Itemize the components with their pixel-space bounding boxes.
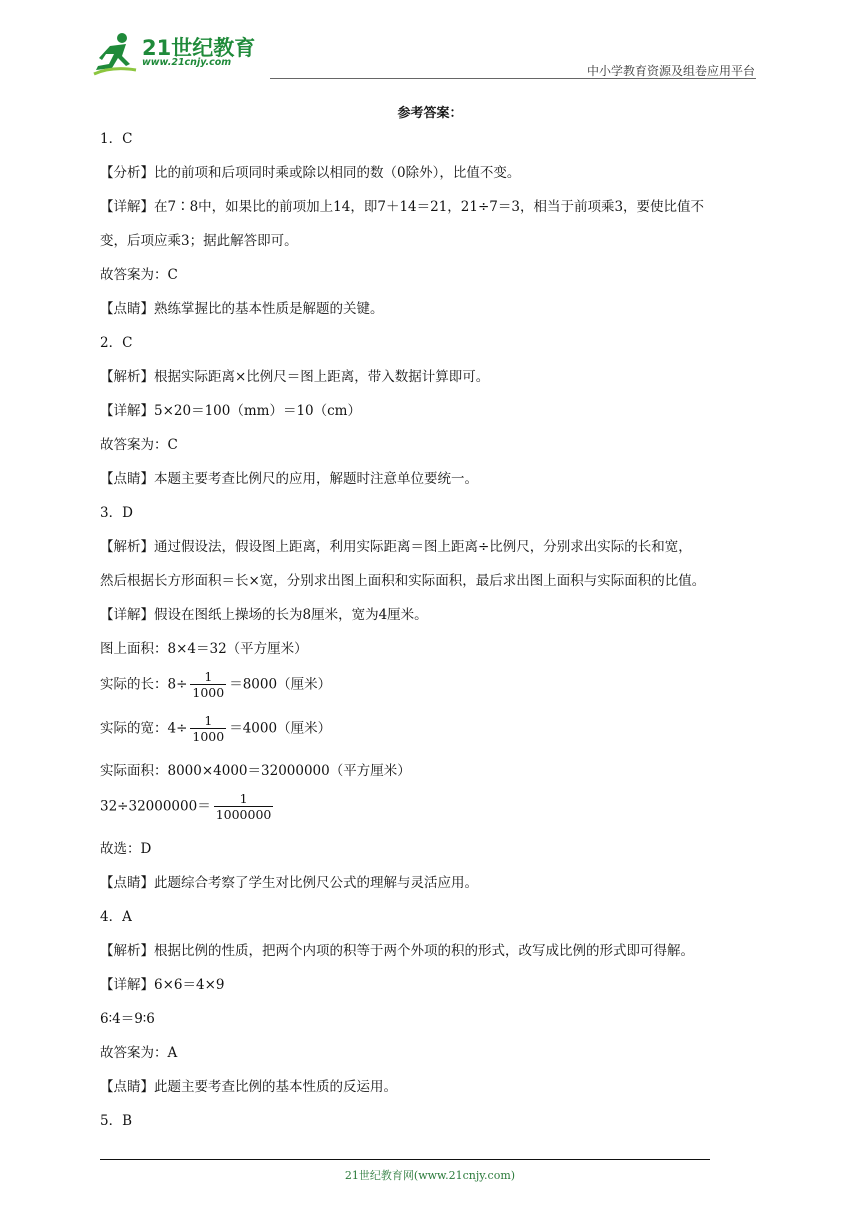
fraction: [190, 670, 226, 700]
answer-3-comment: 【点睛】此题综合考察了学生对比例尺公式的理解与灵活应用。: [100, 875, 478, 891]
actual-length-result: ＝8000（厘米）: [229, 676, 332, 693]
actual-length-label: 实际的长：8÷: [100, 676, 188, 693]
answer-3-analysis: 【解析】通过假设法，假设图上距离，利用实际距离＝图上距离÷比例尺，分别求出实际的长和宽，: [100, 539, 692, 555]
fraction-numerator: 1: [239, 791, 248, 806]
answer-3-actual-length: [100, 670, 331, 700]
fraction-denominator: 1000: [192, 729, 225, 744]
answer-4-proportion: 6∶4＝9∶6: [100, 1011, 155, 1027]
fraction-numerator: 1: [204, 713, 213, 728]
page-title: 参考答案：: [397, 106, 463, 121]
answer-4-analysis: 【解析】根据比例的性质，把两个内项的积等于两个外项的积的形式，改写成比例的形式即可得解。: [100, 943, 694, 959]
fraction: [190, 714, 226, 744]
answer-2-result: 故答案为：C: [100, 437, 178, 453]
answer-3-detail: 【详解】假设在图纸上操场的长为8厘米，宽为4厘米。: [100, 607, 428, 623]
answer-1-analysis: 【分析】比的前项和后项同时乘或除以相同的数（0除外），比值不变。: [100, 165, 521, 181]
answer-4-heading: 4．A: [100, 909, 132, 925]
answer-3-heading: 3．D: [100, 505, 133, 521]
header-divider: [270, 78, 756, 79]
page-footer: 21世纪教育网(www.21cnjy.com): [344, 1169, 516, 1182]
actual-width-label: 实际的宽：4÷: [100, 720, 188, 737]
answer-1-detail: 【详解】在7∶8中，如果比的前项加上14，即7＋14＝21，21÷7＝3，相当于前项乘3，要使比值不: [100, 199, 705, 215]
answer-1-detail-cont: 变，后项应乘3；据此解答即可。: [100, 233, 298, 249]
answer-2-heading: 2．C: [100, 335, 133, 351]
platform-name: 中小学教育资源及组卷应用平台: [586, 64, 755, 78]
site-logo: [92, 30, 262, 78]
fraction-denominator: 1000000: [215, 807, 272, 822]
answer-1-result: 故答案为：C: [100, 267, 178, 283]
running-figure-icon: [92, 30, 142, 76]
answer-2-comment: 【点睛】本题主要考查比例尺的应用，解题时注意单位要统一。: [100, 471, 478, 487]
footer-divider: [100, 1159, 710, 1160]
fraction: [214, 792, 274, 822]
answer-4-comment: 【点睛】此题主要考查比例的基本性质的反运用。: [100, 1079, 397, 1095]
logo-url: www.21cnjy.com: [142, 57, 232, 68]
answer-3-map-area: 图上面积：8×4＝32（平方厘米）: [100, 641, 308, 657]
answer-3-analysis-cont: 然后根据长方形面积＝长×宽，分别求出图上面积和实际面积，最后求出图上面积与实际面积的比值。: [100, 573, 706, 589]
answer-5-heading: 5．B: [100, 1113, 133, 1129]
answer-3-result: 故选：D: [100, 841, 152, 857]
fraction-numerator: 1: [204, 669, 213, 684]
answer-1-comment: 【点睛】熟练掌握比的基本性质是解题的关键。: [100, 301, 384, 317]
ratio-expression: 32÷32000000＝: [100, 798, 211, 815]
answer-4-detail: 【详解】6×6＝4×9: [100, 977, 225, 993]
answer-2-analysis: 【解析】根据实际距离×比例尺＝图上距离，带入数据计算即可。: [100, 369, 490, 385]
answer-3-actual-area: 实际面积：8000×4000＝32000000（平方厘米）: [100, 763, 411, 779]
answer-3-ratio: [100, 792, 276, 822]
fraction-denominator: 1000: [192, 685, 225, 700]
logo-text: 21世纪教育: [142, 36, 256, 60]
answer-1-heading: 1．C: [100, 131, 133, 147]
answer-2-detail: 【详解】5×20＝100（mm）＝10（cm）: [100, 403, 361, 419]
answer-4-result: 故答案为：A: [100, 1045, 178, 1061]
actual-width-result: ＝4000（厘米）: [229, 720, 332, 737]
answer-3-actual-width: [100, 714, 331, 744]
page-header: [0, 0, 860, 80]
